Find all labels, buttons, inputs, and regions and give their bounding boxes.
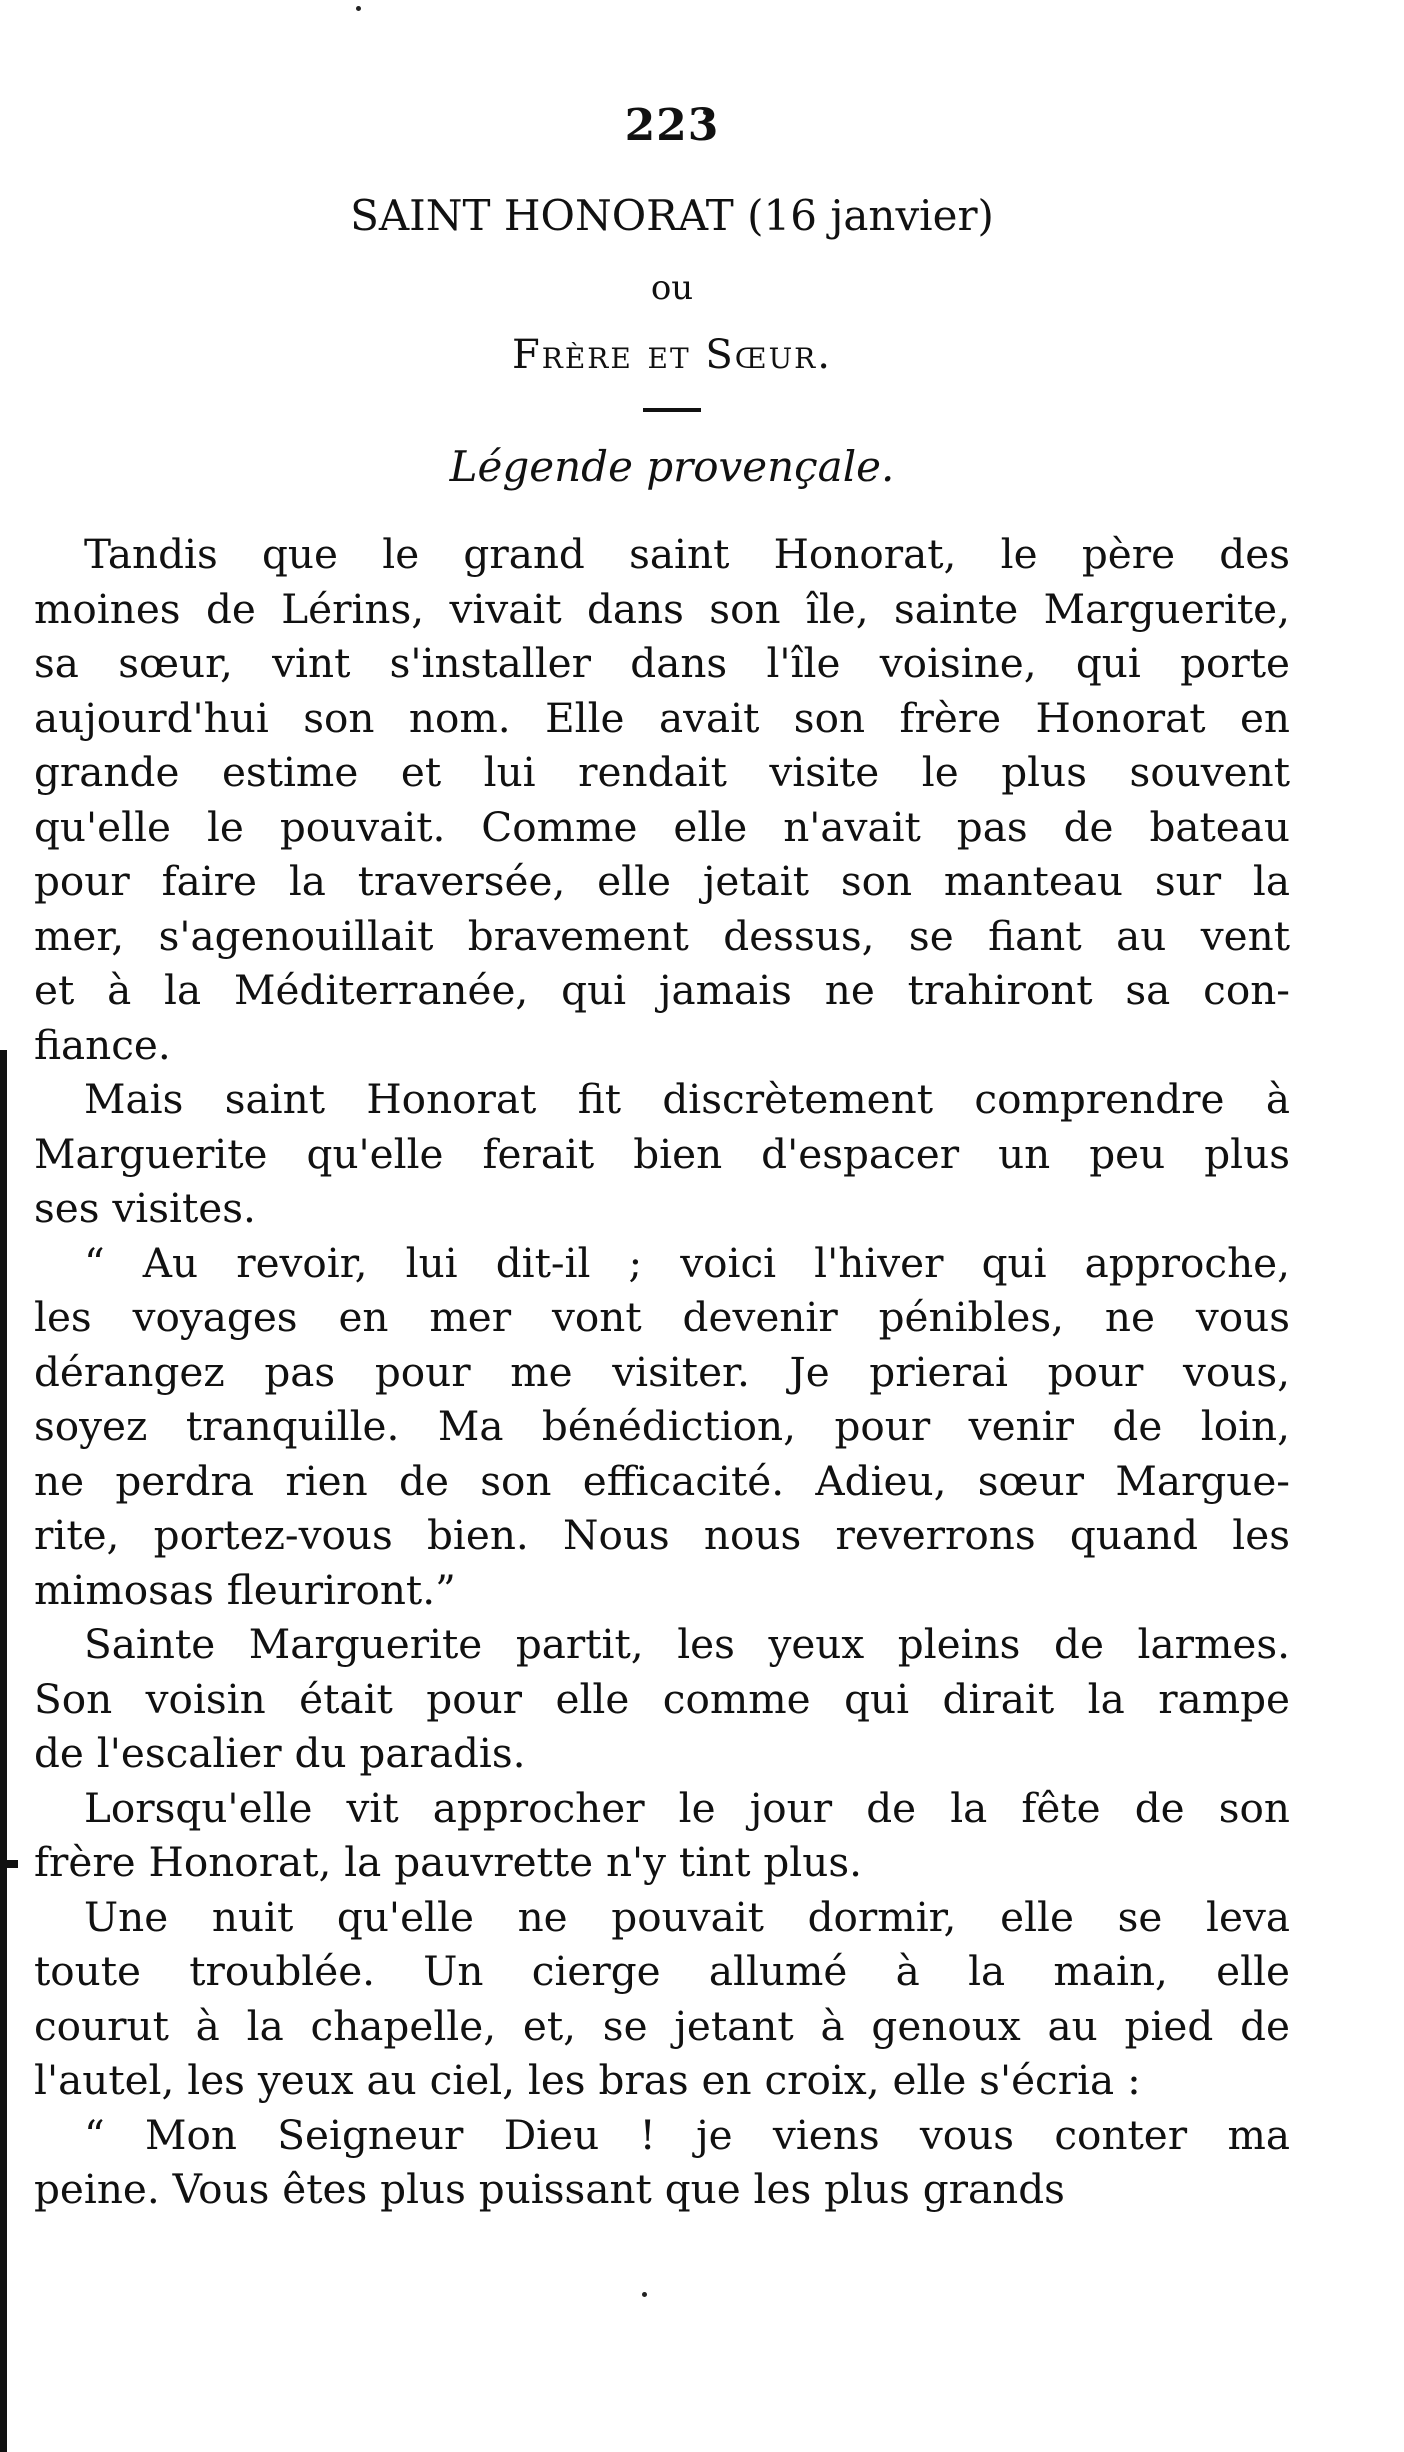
text-line: fiance.	[34, 1020, 171, 1069]
text-line: qu'elle le pouvait. Comme elle n'avait pas de bateau	[34, 802, 1290, 851]
text-line: frère Honorat, la pauvrette n'y tint plus.	[34, 1838, 862, 1886]
text-line: pour faire la traversée, elle jetait son manteau sur la	[34, 857, 1290, 905]
text-line: dérangez pas pour me visiter. Je prierai pour vous,	[34, 1347, 1290, 1396]
text-line: sa sœur, vint s'installer dans l'île voisine, qui porte	[34, 639, 1290, 687]
text-line: Tandis que le grand saint Honorat, le père des	[84, 530, 1290, 578]
print-speck	[356, 6, 361, 11]
paragraph	[34, 2108, 1290, 2217]
text-line: mer, s'agenouillait bravement dessus, se fiant au vent	[34, 911, 1290, 960]
legend-caption: Légende provençale.	[449, 442, 895, 491]
text-line: Lorsqu'elle vit approcher le jour de la fête de son	[84, 1783, 1290, 1832]
body-text	[34, 527, 1290, 2217]
paragraph	[34, 1617, 1290, 1781]
text-line: Marguerite qu'elle ferait bien d'espacer un peu plus	[34, 1129, 1290, 1178]
title-separator: ou	[650, 268, 694, 308]
text-line: soyez tranquille. Ma bénédiction, pour venir de loin,	[34, 1402, 1290, 1450]
text-line: courut à la chapelle, et, se jetant à genoux au pied de	[34, 2001, 1290, 2050]
text-line: ses visites.	[34, 1184, 256, 1232]
paragraph	[34, 527, 1290, 1072]
chapter-title: SAINT HONORAT (16 janvier)	[350, 191, 994, 240]
print-speck	[642, 2292, 647, 2297]
text-line: mimosas fleuriront.”	[34, 1565, 456, 1614]
text-line: Mais saint Honorat fit discrètement comprendre à	[84, 1075, 1290, 1123]
chapter-subtitle: Frère et Sœur.	[512, 332, 832, 378]
page-edge-line	[0, 1050, 7, 2452]
text-line: rite, portez-vous bien. Nous nous reverrons quand les	[34, 1511, 1290, 1559]
paragraph	[34, 1236, 1290, 1618]
text-line: l'autel, les yeux au ciel, les bras en croix, elle s'écria :	[34, 2056, 1141, 2104]
text-line: “ Au revoir, lui dit-il ; voici l'hiver qui approche,	[84, 1238, 1290, 1287]
text-line: de l'escalier du paradis.	[34, 1729, 526, 1777]
text-line: “ Mon Seigneur Dieu ! je viens vous conter ma	[84, 2110, 1290, 2159]
page-number: 223	[624, 100, 720, 151]
text-line: peine. Vous êtes plus puissant que les plus grands	[34, 2165, 1065, 2213]
paragraph	[34, 1781, 1290, 1890]
book-page	[34, 100, 1290, 2217]
text-line: Sainte Marguerite partit, les yeux pleins de larmes.	[84, 1620, 1290, 1668]
page-edge-notch	[0, 1860, 18, 1868]
text-line: moines de Lérins, vivait dans son île, sainte Marguerite,	[34, 584, 1290, 633]
text-line: les voyages en mer vont devenir pénibles, ne vous	[34, 1293, 1290, 1341]
title-rule	[643, 408, 701, 412]
text-line: Son voisin était pour elle comme qui dirait la rampe	[34, 1674, 1290, 1723]
text-line: Une nuit qu'elle ne pouvait dormir, elle se leva	[84, 1892, 1290, 1941]
paragraph	[34, 1890, 1290, 2108]
text-line: ne perdra rien de son efficacité. Adieu, sœur Margue-	[34, 1456, 1290, 1505]
text-line: aujourd'hui son nom. Elle avait son frère Honorat en	[34, 693, 1290, 742]
text-line: toute troublée. Un cierge allumé à la main, elle	[34, 1947, 1290, 1995]
text-line: grande estime et lui rendait visite le plus souvent	[34, 748, 1290, 796]
text-line: et à la Méditerranée, qui jamais ne trahiront sa con-	[34, 966, 1290, 1014]
paragraph	[34, 1072, 1290, 1236]
